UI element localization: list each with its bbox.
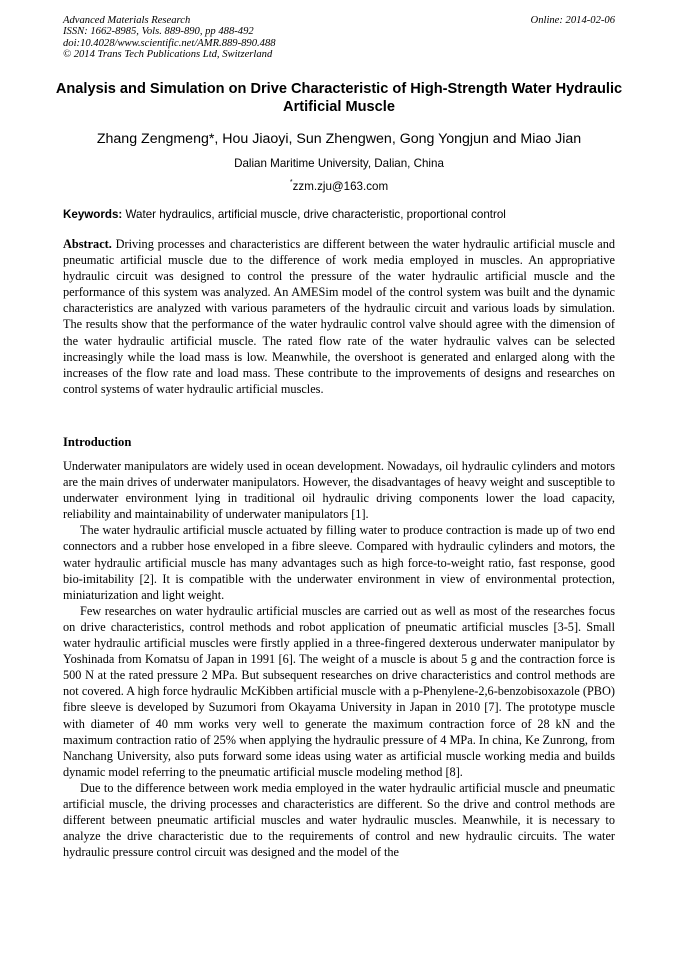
doi-line[interactable]: doi:10.4028/www.scientific.net/AMR.889-890.488: [63, 37, 276, 49]
journal-name: Advanced Materials Research: [63, 15, 191, 26]
paragraph: Underwater manipulators are widely used in ocean development. Nowadays, oil hydraulic cylinders and motors are the main drives of underwater manipulators. However, the disadvantages of heavy weight and susceptible to underwater environment lying in traditional oil hydraulic driving components lower the load capacity, reliability and maintainability of underwater manipulators [1].: [63, 459, 615, 522]
paragraph: Due to the difference between work media employed in the water hydraulic artificial muscle and pneumatic artificial muscle, the driving processes and characteristics are different. So the drive and control methods are different between pneumatic artificial muscles and water hydraulic muscles. Meanwhile, it is necessary to analyze the drive characteristic due to the requirements of control and new hydraulic circuits. The water hydraulic pressure control circuit was designed and the model of the: [63, 780, 615, 860]
paragraph: The water hydraulic artificial muscle actuated by filling water to produce contraction is made up of two end connectors and a rubber hose enveloped in a fibre sleeve. Compared with hydraulic cylinders and motors, the water hydraulic artificial muscle has many advantages such as high force-to-weight ratio, fast response, good bio-imitability [2]. It is compatible with the underwater environment in view of environmental protection, miniaturization and light weight.: [63, 523, 615, 602]
introduction-body: [63, 458, 615, 860]
copyright-line: © 2014 Trans Tech Publications Ltd, Switzerland: [63, 49, 273, 61]
authors: Zhang Zengmeng*, Hou Jiaoyi, Sun Zhengwen, Gong Yongjun and Miao Jian: [96, 131, 582, 147]
paper-title: Analysis and Simulation on Drive Characteristic of High-Strength Water Hydraulic Artificial Muscle: [55, 81, 623, 115]
corresponding-email: [40, 176, 638, 194]
journal-header: [63, 15, 276, 61]
affiliation: Dalian Maritime University, Dalian, China: [234, 157, 444, 170]
keywords-list: Water hydraulics, artificial muscle, drive characteristic, proportional control: [125, 208, 506, 221]
online-date: Online: 2014-02-06: [530, 15, 615, 26]
keywords-label: Keywords:: [63, 208, 123, 221]
keywords: [63, 208, 623, 222]
email-marker: *: [289, 179, 293, 186]
paragraph: Few researches on water hydraulic artificial muscles are carried out as well as most of the researches focus on drive characteristics, control methods and robot application of pneumatic artificial muscles [3-5]. Small water hydraulic artificial muscles were firstly applied in a three-fingered dexterous underwater manipulator by Yoshinada from Komatsu of Japan in 1991 [6]. The weight of a muscle is about 5 g and the contraction force is 500 N at the rated pressure 2 MPa. But subsequent researches on drive characteristics and control methods are not covered. A high force hydraulic McKibben artificial muscle with a p-Phenylene-2,6-benzobisoxazole (PBO) fibre sleeve is developed by Suzumori from Okayama University in Japan in 2010 [7]. The prototype muscle with diameter of 40 mm works very well to generate the maximum contraction force of 28 kN and the maximum contraction ratio of 25% when applying the hydraulic pressure of 4 MPa. In china, Ke Zunrong, from Nanchang University, also puts forward some ideas using water as artificial muscle working media and builds dynamic model referring to the pneumatic artificial muscle modeling method [8].: [63, 603, 615, 779]
abstract-label: Abstract.: [63, 237, 112, 251]
section-heading-introduction: Introduction: [63, 435, 132, 449]
abstract: [63, 236, 615, 397]
email-address[interactable]: zzm.zju@163.com: [292, 180, 389, 193]
issn-line: ISSN: 1662-8985, Vols. 889-890, pp 488-492: [63, 26, 254, 38]
abstract-text: Driving processes and characteristics are different between the water hydraulic artificial muscle and pneumatic artificial muscle due to the difference of work media employed in muscles. An appropriative hydraulic circuit was designed to control the pressure of the water hydraulic artificial muscle and the performance of this system was analyzed. An AMESim model of the control system was built and the dynamic characteristics are analyzed with various parameters of the hydraulic circuit and various loads by simulation. The results show that the performance of the water hydraulic control valve should agree with the dimension of the water hydraulic artificial muscle. The rated flow rate of the water hydraulic valves can be selected increasingly while the load mass is low. Meanwhile, the overshoot is generated and enlarged along with the increases of the flow rate and load mass. These contribute to the improvements of designs and researches on control systems of water hydraulic artificial muscles.: [63, 237, 616, 396]
